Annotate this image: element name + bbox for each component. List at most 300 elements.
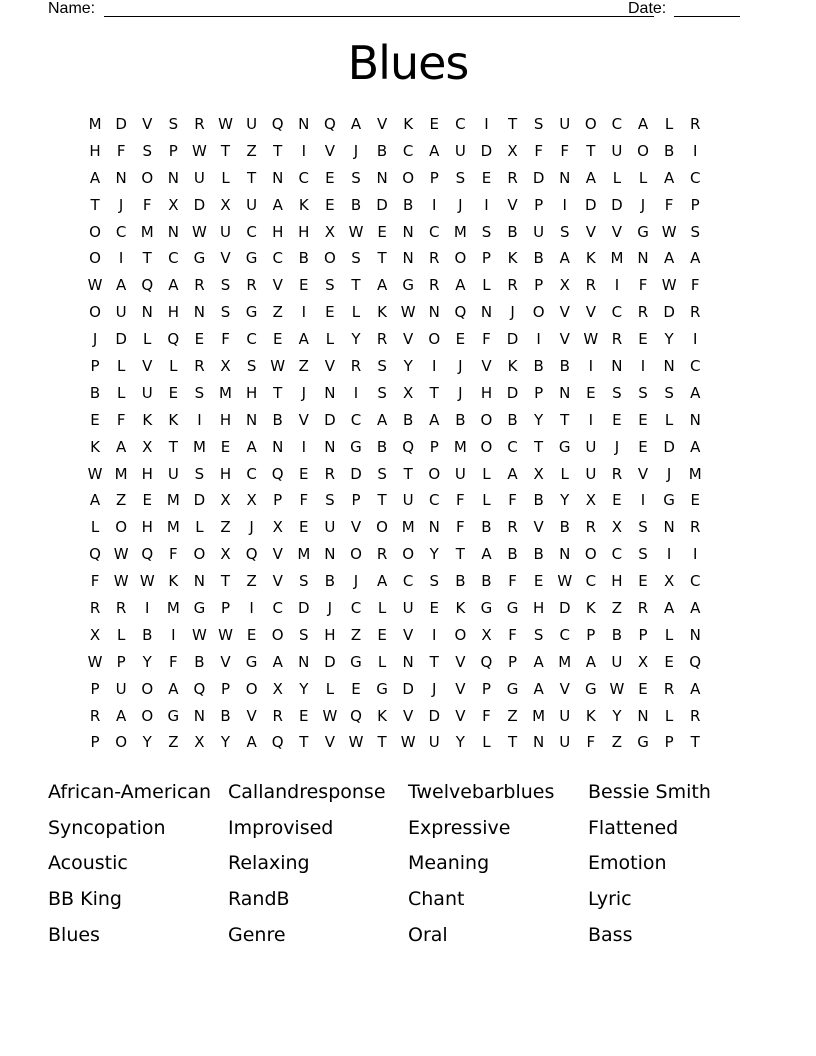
grid-letter: J	[614, 437, 620, 456]
grid-row	[82, 622, 734, 649]
grid-letter: O	[89, 249, 101, 268]
grid-letter: O	[480, 437, 493, 456]
grid-letter: A	[246, 733, 257, 752]
grid-letter: L	[351, 303, 361, 322]
grid-letter: N	[559, 545, 571, 564]
grid-letter: E	[481, 168, 492, 187]
grid-row	[82, 487, 734, 514]
grid-letter: Z	[298, 357, 309, 376]
grid-letter: X	[585, 491, 596, 510]
grid-letter: B	[403, 410, 414, 429]
grid-letter: F	[90, 572, 100, 591]
grid-letter: L	[664, 115, 674, 133]
grid-letter: L	[221, 168, 230, 187]
grid-letter: P	[116, 652, 126, 671]
grid-letter: Q	[402, 437, 415, 456]
grid-letter: E	[194, 330, 205, 349]
grid-letter: R	[376, 545, 388, 564]
word-list-item: Chant	[408, 888, 465, 911]
word-list-item: Emotion	[588, 852, 667, 875]
grid-letter: W	[218, 115, 233, 133]
grid-row	[82, 245, 734, 272]
grid-letter: N	[402, 249, 414, 268]
grid-letter: L	[325, 679, 335, 698]
grid-letter: A	[168, 679, 179, 698]
grid-letter: Z	[272, 303, 283, 322]
grid-letter: C	[611, 303, 623, 322]
grid-letter: B	[533, 357, 544, 376]
grid-letter: S	[377, 383, 387, 402]
grid-row	[82, 729, 734, 756]
grid-letter: R	[89, 706, 101, 725]
grid-row	[82, 595, 734, 622]
grid-letter: N	[402, 652, 414, 671]
grid-letter: B	[559, 518, 570, 537]
grid-letter: S	[194, 383, 205, 402]
grid-letter: X	[220, 545, 231, 564]
grid-letter: J	[666, 464, 672, 483]
grid-letter: Q	[323, 115, 336, 133]
grid-letter: F	[664, 195, 674, 214]
grid-letter: W	[192, 222, 207, 241]
grid-letter: U	[533, 222, 545, 241]
grid-letter: D	[402, 679, 414, 698]
grid-letter: O	[141, 679, 154, 698]
grid-letter: R	[429, 249, 440, 268]
grid-letter: T	[273, 141, 283, 160]
grid-letter: M	[140, 222, 154, 241]
grid-letter: Q	[271, 115, 284, 133]
grid-letter: S	[638, 383, 648, 402]
grid-letter: C	[350, 599, 362, 618]
grid-letter: A	[246, 437, 257, 456]
grid-letter: U	[141, 383, 153, 402]
grid-letter: I	[640, 357, 646, 376]
grid-letter: F	[169, 652, 178, 671]
grid-letter: L	[116, 357, 126, 376]
grid-letter: E	[429, 115, 439, 133]
grid-letter: S	[299, 572, 309, 591]
grid-letter: D	[506, 383, 519, 402]
grid-letter: C	[246, 464, 257, 483]
grid-letter: O	[245, 679, 258, 698]
grid-letter: M	[688, 464, 702, 483]
grid-letter: N	[193, 706, 206, 725]
grid-row	[82, 568, 734, 595]
grid-letter: O	[89, 222, 101, 241]
grid-row	[82, 353, 734, 380]
grid-letter: W	[661, 276, 677, 295]
grid-letter: A	[690, 599, 701, 618]
grid-letter: L	[169, 357, 178, 376]
grid-letter: R	[637, 303, 649, 322]
grid-letter: N	[324, 437, 336, 456]
grid-letter: R	[507, 168, 518, 187]
grid-letter: G	[193, 249, 206, 268]
grid-letter: E	[638, 437, 648, 456]
grid-letter: V	[403, 706, 414, 725]
grid-letter: S	[194, 464, 205, 483]
grid-letter: S	[168, 115, 179, 133]
word-list-item: Syncopation	[48, 816, 166, 839]
grid-letter: S	[220, 303, 231, 322]
grid-letter: W	[609, 679, 625, 698]
grid-letter: H	[611, 572, 623, 591]
grid-letter: P	[90, 733, 100, 752]
grid-letter: T	[220, 572, 231, 591]
grid-letter: U	[402, 491, 414, 510]
grid-letter: V	[559, 303, 570, 322]
grid-letter: W	[661, 222, 677, 241]
grid-letter: V	[246, 706, 257, 725]
grid-letter: V	[455, 706, 466, 725]
grid-letter: Q	[245, 545, 258, 564]
grid-letter: Q	[141, 276, 154, 295]
grid-letter: R	[272, 706, 283, 725]
grid-letter: L	[664, 706, 674, 725]
grid-letter: F	[482, 706, 491, 725]
worksheet-header	[48, 0, 748, 20]
grid-letter: D	[480, 141, 493, 160]
grid-letter: M	[453, 437, 467, 456]
grid-letter: O	[584, 545, 597, 564]
grid-letter: U	[559, 706, 571, 725]
grid-letter: X	[168, 195, 179, 214]
grid-letter: V	[350, 518, 362, 537]
grid-letter: T	[351, 276, 361, 295]
grid-letter: P	[273, 491, 283, 510]
grid-letter: W	[270, 357, 286, 376]
grid-letter: O	[454, 249, 467, 268]
grid-letter: R	[689, 518, 701, 537]
grid-letter: O	[323, 249, 336, 268]
grid-letter: J	[432, 679, 437, 698]
grid-letter: E	[299, 518, 309, 537]
grid-letter: T	[142, 249, 152, 268]
grid-letter: J	[327, 599, 333, 618]
grid-letter: V	[585, 222, 596, 241]
word-list-item: Genre	[228, 923, 286, 946]
grid-row	[82, 380, 734, 407]
grid-letter: I	[432, 357, 437, 376]
grid-letter: G	[402, 276, 414, 295]
grid-letter: N	[611, 357, 623, 376]
grid-letter: G	[480, 599, 493, 618]
grid-letter: U	[559, 733, 571, 752]
grid-letter: L	[143, 330, 152, 349]
grid-letter: V	[324, 357, 336, 376]
grid-letter: V	[533, 518, 544, 537]
grid-letter: Q	[89, 545, 101, 564]
grid-letter: L	[116, 383, 126, 402]
grid-letter: B	[376, 437, 388, 456]
grid-letter: U	[324, 518, 336, 537]
grid-letter: L	[482, 276, 491, 295]
grid-letter: R	[89, 599, 101, 618]
grid-letter: B	[481, 518, 492, 537]
grid-letter: O	[89, 303, 101, 322]
grid-letter: K	[168, 572, 179, 591]
grid-letter: R	[689, 303, 701, 322]
grid-letter: V	[142, 115, 153, 133]
grid-letter: X	[246, 491, 257, 510]
grid-letter: K	[168, 410, 179, 429]
grid-letter: V	[507, 195, 518, 214]
grid-letter: L	[90, 518, 100, 537]
word-list-item: Twelvebarblues	[408, 781, 555, 803]
grid-letter: C	[272, 599, 283, 618]
grid-letter: G	[376, 679, 388, 698]
grid-letter: E	[533, 572, 544, 591]
grid-letter: D	[532, 168, 545, 187]
grid-letter: P	[664, 733, 674, 752]
word-list-item: BB King	[48, 888, 122, 911]
grid-letter: Q	[193, 679, 206, 698]
grid-letter: A	[89, 168, 101, 187]
grid-letter: G	[637, 733, 649, 752]
grid-letter: V	[481, 357, 492, 376]
grid-letter: K	[585, 599, 596, 618]
grid-letter: A	[559, 249, 570, 268]
grid-letter: P	[638, 625, 648, 644]
grid-letter: F	[299, 491, 309, 510]
grid-letter: V	[559, 330, 570, 349]
grid-letter: N	[298, 652, 310, 671]
grid-letter: N	[324, 383, 336, 402]
grid-letter: A	[116, 276, 127, 295]
grid-row	[82, 326, 734, 353]
grid-letter: L	[482, 464, 491, 483]
grid-letter: M	[532, 706, 546, 725]
grid-letter: P	[534, 195, 544, 214]
grid-letter: S	[533, 115, 544, 133]
grid-letter: G	[350, 437, 362, 456]
grid-letter: C	[402, 141, 414, 160]
grid-letter: V	[142, 357, 153, 376]
grid-letter: A	[533, 679, 544, 698]
grid-letter: E	[612, 410, 622, 429]
grid-letter: V	[272, 276, 283, 295]
grid-letter: A	[455, 276, 466, 295]
grid-letter: M	[219, 383, 232, 402]
grid-letter: S	[142, 141, 152, 160]
grid-letter: N	[559, 383, 571, 402]
grid-letter: O	[637, 141, 649, 160]
grid-letter: F	[508, 491, 517, 510]
grid-letter: O	[454, 625, 467, 644]
grid-letter: X	[220, 491, 231, 510]
grid-letter: B	[507, 410, 518, 429]
word-list-item: Improvised	[228, 816, 334, 839]
grid-letter: C	[585, 572, 597, 591]
grid-letter: W	[400, 733, 416, 752]
grid-letter: Y	[664, 330, 674, 349]
grid-letter: W	[139, 572, 155, 591]
grid-letter: N	[637, 706, 649, 725]
grid-letter: X	[533, 464, 544, 483]
grid-letter: K	[455, 599, 466, 618]
grid-letter: B	[481, 572, 492, 591]
grid-letter: N	[167, 168, 179, 187]
grid-letter: D	[324, 652, 336, 671]
word-list-item: Acoustic	[48, 852, 128, 875]
grid-letter: I	[588, 410, 594, 429]
grid-row	[82, 541, 734, 568]
grid-letter: L	[195, 518, 204, 537]
grid-letter: Q	[271, 464, 284, 483]
grid-letter: A	[168, 276, 179, 295]
grid-letter: D	[611, 195, 623, 214]
grid-letter: W	[400, 303, 416, 322]
grid-letter: P	[351, 491, 361, 510]
grid-letter: E	[299, 464, 309, 483]
grid-letter: G	[506, 679, 519, 698]
grid-letter: U	[454, 141, 466, 160]
date-label: Date:	[628, 0, 667, 17]
grid-letter: T	[534, 437, 544, 456]
grid-letter: J	[510, 303, 515, 322]
grid-letter: Y	[455, 733, 465, 752]
grid-letter: T	[247, 168, 257, 187]
grid-letter: V	[272, 545, 283, 564]
grid-letter: J	[92, 330, 98, 349]
grid-letter: F	[534, 141, 543, 160]
grid-letter: P	[220, 679, 231, 698]
grid-letter: T	[377, 491, 387, 510]
grid-letter: C	[168, 249, 179, 268]
grid-row	[82, 649, 734, 676]
grid-letter: Y	[220, 733, 231, 752]
grid-letter: B	[455, 410, 466, 429]
grid-letter: K	[377, 303, 387, 322]
grid-letter: U	[611, 652, 623, 671]
grid-letter: L	[377, 599, 387, 618]
grid-letter: W	[583, 330, 599, 349]
grid-row	[82, 703, 734, 730]
grid-letter: S	[351, 168, 361, 187]
grid-letter: A	[350, 115, 362, 133]
grid-letter: E	[377, 222, 387, 241]
grid-letter: G	[585, 679, 597, 698]
grid-row	[82, 219, 734, 246]
grid-letter: A	[690, 383, 701, 402]
grid-letter: B	[611, 625, 623, 644]
grid-letter: C	[507, 437, 518, 456]
grid-letter: I	[301, 437, 307, 456]
grid-letter: Z	[611, 599, 623, 618]
grid-letter: Y	[534, 410, 544, 429]
grid-letter: N	[637, 249, 649, 268]
grid-letter: R	[507, 518, 518, 537]
grid-letter: J	[353, 141, 359, 160]
grid-letter: A	[507, 464, 518, 483]
grid-letter: G	[193, 599, 206, 618]
grid-letter: O	[141, 168, 154, 187]
grid-letter: U	[246, 115, 258, 133]
grid-letter: Y	[403, 357, 413, 376]
grid-letter: F	[169, 545, 178, 564]
grid-letter: D	[324, 410, 336, 429]
grid-letter: V	[585, 303, 596, 322]
grid-letter: J	[249, 518, 254, 537]
grid-letter: A	[585, 168, 596, 187]
grid-letter: W	[113, 545, 129, 564]
grid-letter: B	[507, 222, 518, 241]
grid-letter: L	[116, 625, 126, 644]
grid-letter: S	[455, 168, 466, 187]
grid-letter: E	[586, 383, 596, 402]
grid-row	[82, 111, 734, 138]
grid-row	[82, 461, 734, 488]
grid-letter: B	[298, 249, 309, 268]
grid-letter: Q	[271, 733, 284, 752]
grid-letter: I	[301, 303, 307, 322]
grid-letter: O	[532, 303, 545, 322]
grid-letter: G	[637, 222, 649, 241]
grid-letter: T	[377, 249, 387, 268]
grid-letter: H	[324, 625, 336, 644]
grid-letter: S	[638, 545, 648, 564]
grid-letter: A	[376, 572, 388, 591]
grid-letter: T	[273, 383, 283, 402]
grid-letter: W	[557, 572, 573, 591]
grid-letter: U	[585, 464, 597, 483]
grid-letter: I	[692, 141, 698, 160]
grid-letter: C	[611, 115, 623, 133]
grid-letter: R	[194, 357, 205, 376]
grid-letter: C	[455, 115, 466, 133]
grid-letter: F	[482, 330, 491, 349]
grid-letter: A	[429, 141, 440, 160]
grid-letter: K	[142, 410, 153, 429]
grid-letter: B	[376, 141, 388, 160]
grid-letter: U	[428, 733, 440, 752]
grid-letter: V	[324, 733, 336, 752]
grid-letter: K	[403, 115, 414, 133]
grid-letter: U	[585, 437, 597, 456]
grid-letter: U	[454, 464, 466, 483]
grid-letter: M	[453, 222, 467, 241]
grid-letter: H	[141, 464, 153, 483]
grid-letter: X	[272, 679, 283, 698]
grid-letter: G	[506, 599, 519, 618]
grid-letter: E	[142, 491, 152, 510]
grid-letter: V	[637, 464, 649, 483]
grid-letter: A	[533, 652, 544, 671]
grid-letter: A	[89, 491, 101, 510]
grid-letter: S	[220, 276, 231, 295]
grid-letter: X	[403, 383, 414, 402]
grid-letter: M	[401, 518, 415, 537]
grid-letter: D	[585, 195, 597, 214]
grid-letter: T	[455, 545, 465, 564]
grid-letter: C	[402, 572, 414, 591]
grid-letter: P	[534, 383, 544, 402]
word-list-item: Blues	[48, 923, 100, 946]
grid-letter: X	[611, 518, 623, 537]
grid-letter: N	[480, 303, 493, 322]
grid-letter: G	[558, 437, 571, 456]
word-list-item: Lyric	[588, 888, 632, 911]
grid-letter: I	[666, 545, 672, 564]
grid-letter: T	[299, 733, 309, 752]
grid-letter: O	[141, 706, 154, 725]
grid-letter: F	[116, 141, 126, 160]
grid-letter: G	[350, 652, 362, 671]
grid-letter: J	[353, 572, 359, 591]
grid-letter: F	[690, 276, 700, 295]
grid-letter: V	[220, 249, 231, 268]
